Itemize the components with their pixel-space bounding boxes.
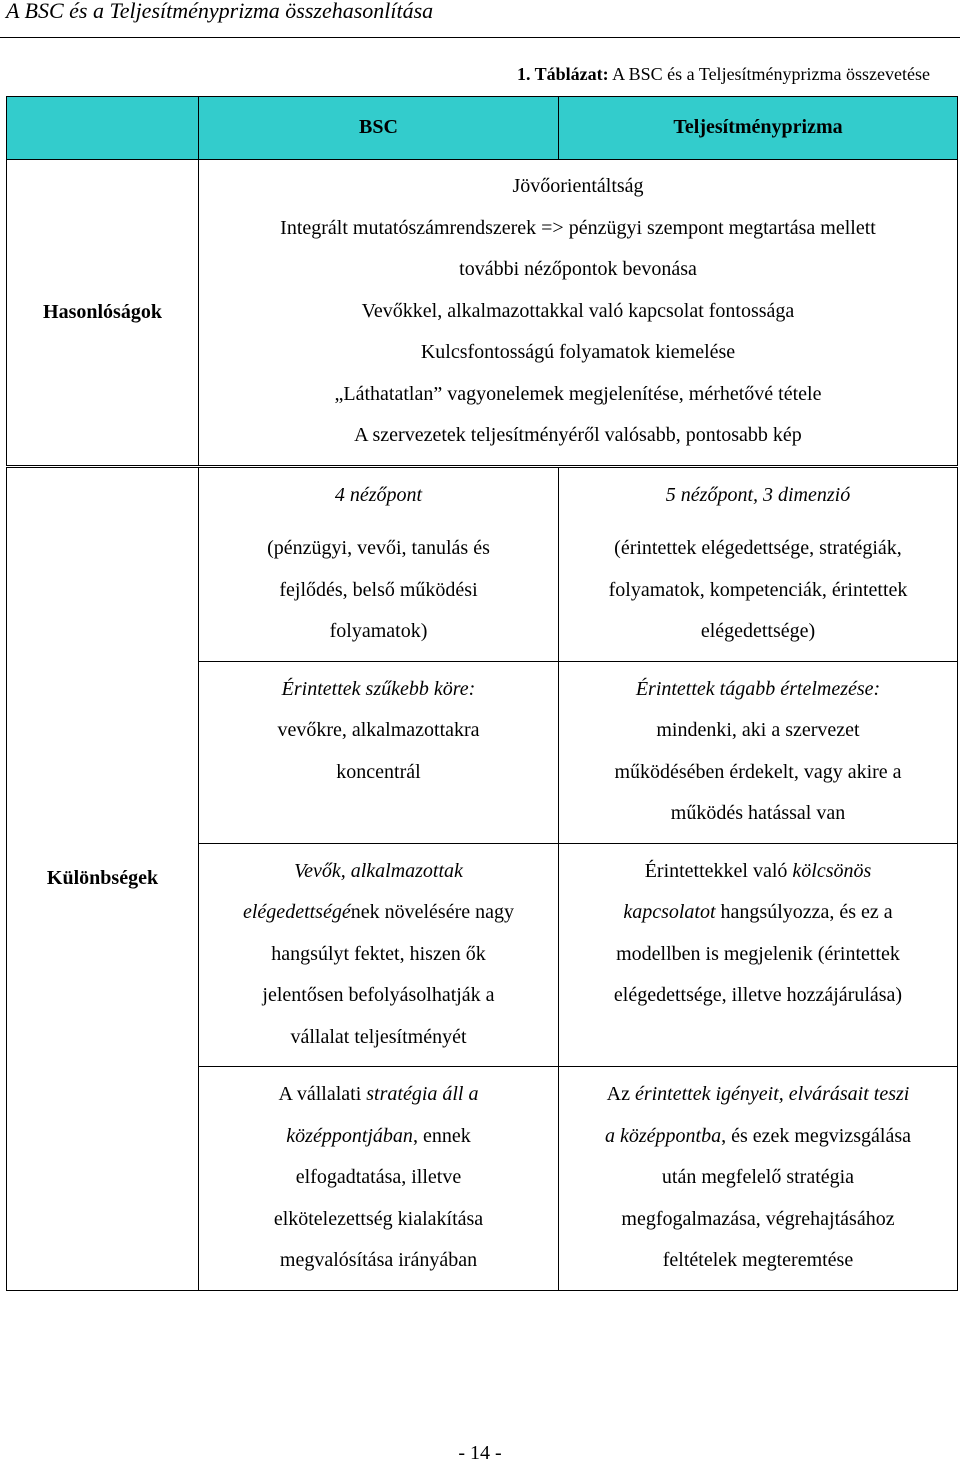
similarities-row — [7, 160, 958, 467]
bsc-line: megvalósítása irányában — [279, 1249, 478, 1271]
prism-line: megfogalmazása, végrehajtásához — [621, 1207, 895, 1230]
prism-line: Érintettek tágabb értelmezése: — [635, 677, 881, 700]
prism-emphasis: kapcsolatot — [623, 901, 716, 923]
prism-cell — [559, 1067, 958, 1291]
bsc-emphasis: elégedettségé — [243, 901, 351, 923]
bsc-cell — [199, 466, 559, 661]
col-header-prism: Teljesítményprizma — [559, 97, 958, 160]
bsc-line: elfogadtatása, illetve — [295, 1166, 462, 1188]
bsc-line — [199, 1074, 558, 1116]
page-header-title: A BSC és a Teljesítményprizma összehasonlítása — [6, 0, 434, 23]
prism-line: feltételek megteremtése — [662, 1249, 854, 1271]
similarities-label: Hasonlóságok — [7, 160, 199, 467]
prism-text: Érintettekkel való — [644, 859, 793, 882]
bsc-line: folyamatok) — [329, 620, 428, 642]
prism-text: hangsúlyozza, és ez a — [715, 901, 893, 923]
prism-line — [559, 892, 957, 934]
comparison-table — [6, 96, 958, 1291]
bsc-line: elkötelezettség kialakítása — [273, 1207, 484, 1230]
bsc-text: A vállalati — [278, 1083, 367, 1105]
bsc-line: Vevők, alkalmazottak — [294, 859, 463, 882]
prism-line: modellben is megjelenik (érintettek — [616, 942, 900, 965]
prism-line: folyamatok, kompetenciák, érintettek — [608, 578, 908, 601]
bsc-perspectives-title: 4 nézőpont — [334, 483, 423, 506]
prism-perspectives-title: 5 nézőpont, 3 dimenzió — [665, 483, 851, 506]
caption-text: A BSC és a Teljesítményprizma összevetése — [608, 64, 930, 84]
bsc-emphasis: stratégia áll a — [366, 1083, 479, 1105]
bsc-line — [199, 892, 558, 934]
col-header-bsc: BSC — [199, 97, 559, 160]
similarity-line: további nézőpontok bevonása — [459, 258, 697, 280]
prism-text: Az — [606, 1083, 635, 1105]
prism-line: mindenki, aki a szervezet — [656, 719, 860, 741]
prism-emphasis: kölcsönös — [792, 859, 872, 882]
bsc-emphasis: középpontjában — [286, 1124, 413, 1147]
bsc-cell — [199, 1067, 559, 1291]
bsc-line: vevőkre, alkalmazottakra — [277, 719, 480, 741]
prism-text: , és ezek megvizsgálása — [721, 1124, 911, 1147]
bsc-line: (pénzügyi, vevői, tanulás és — [267, 537, 490, 559]
table-header-row — [7, 97, 958, 160]
table-caption — [517, 62, 930, 86]
differences-label: Különbségek — [7, 466, 199, 1290]
similarity-line: Kulcsfontosságú folyamatok kiemelése — [420, 341, 736, 363]
prism-line — [559, 851, 957, 893]
prism-line: elégedettsége) — [700, 620, 816, 642]
bsc-line: koncentrál — [336, 760, 421, 783]
bsc-line: vállalat teljesítményét — [290, 1025, 467, 1048]
similarity-line: A szervezetek teljesítményéről valósabb, pontosabb kép — [354, 424, 802, 446]
prism-line: után megfelelő stratégia — [661, 1166, 855, 1188]
prism-emphasis: a középpontba — [604, 1124, 722, 1147]
similarity-line: „Láthatatlan” vagyonelemek megjelenítése, mérhetővé tétele — [334, 382, 822, 405]
prism-line: működés hatással van — [670, 802, 846, 824]
bsc-cell — [199, 661, 559, 843]
similarities-cell — [199, 160, 958, 467]
bsc-line: Érintettek szűkebb köre: — [281, 677, 476, 700]
prism-line: (érintettek elégedettsége, stratégiák, — [614, 537, 902, 559]
bsc-cell — [199, 843, 559, 1067]
prism-cell — [559, 843, 958, 1067]
prism-cell — [559, 466, 958, 661]
similarity-line: Vevőkkel, alkalmazottakkal való kapcsolat fontossága — [361, 299, 795, 322]
prism-line — [559, 1074, 957, 1116]
prism-line: elégedettsége, illetve hozzájárulása) — [613, 984, 903, 1006]
page-number: - 14 - — [458, 1442, 502, 1464]
bsc-line: fejlődés, belső működési — [279, 578, 478, 601]
prism-emphasis: érintettek igényeit, elvárásait teszi — [634, 1083, 910, 1105]
header-corner-cell — [7, 97, 199, 160]
bsc-line: hangsúlyt fektet, hiszen ők — [271, 942, 486, 965]
caption-label: 1. Táblázat: — [516, 64, 609, 84]
bsc-text: nek növelésére nagy — [350, 901, 514, 923]
bsc-line: jelentősen befolyásolhatják a — [262, 984, 495, 1006]
header-rule — [0, 37, 960, 38]
prism-line — [559, 1116, 957, 1158]
prism-line: működésében érdekelt, vagy akire a — [614, 760, 902, 783]
similarity-line: Integrált mutatószámrendszerek => pénzügyi szempont megtartása mellett — [280, 216, 876, 239]
similarity-line: Jövőorientáltság — [512, 175, 644, 197]
prism-cell — [559, 661, 958, 843]
difference-row — [7, 466, 958, 661]
bsc-line — [199, 1116, 558, 1158]
bsc-text: , ennek — [412, 1124, 471, 1147]
